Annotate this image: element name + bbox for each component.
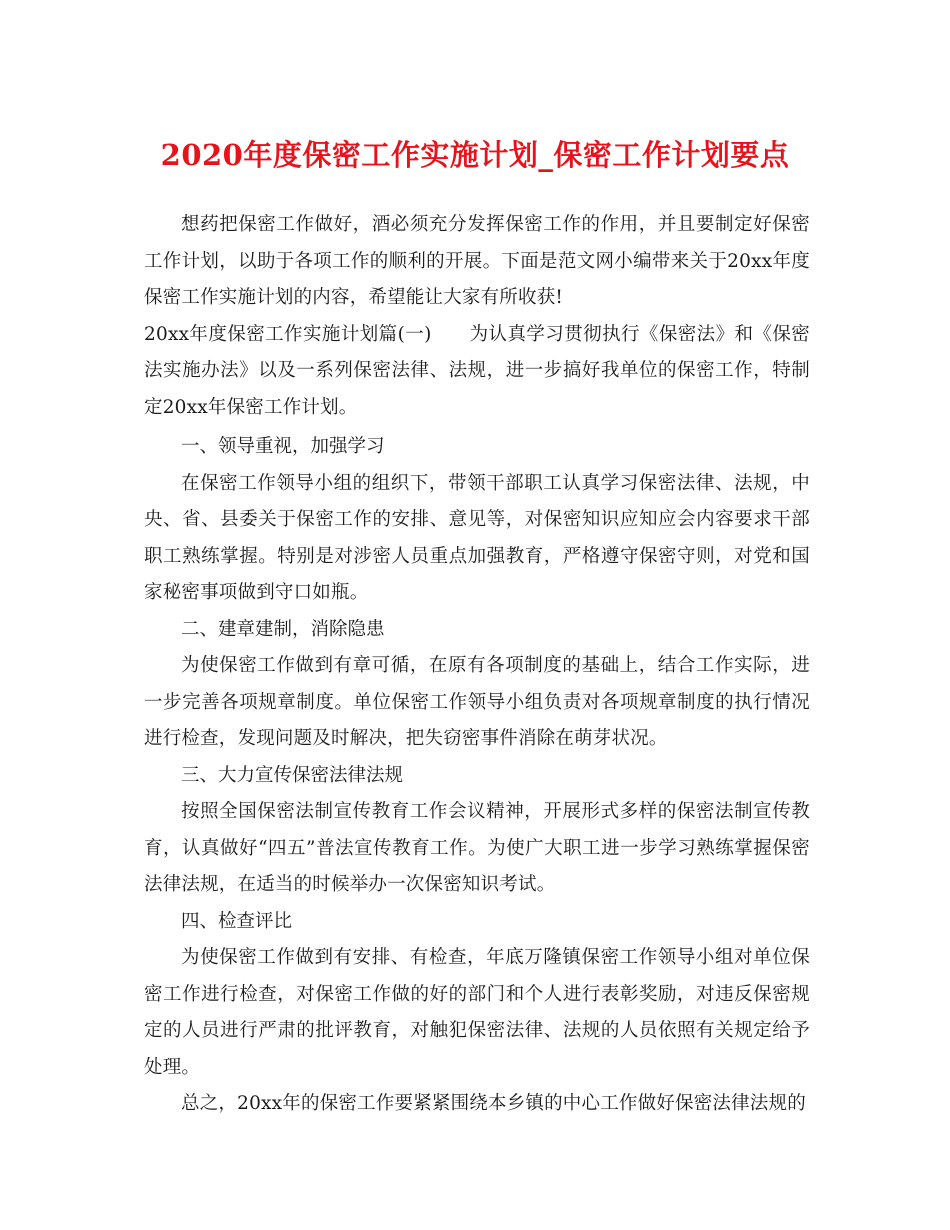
- intro-paragraph: 想药把保密工作做好，酒必须充分发挥保密工作的作用，并且要制定好保密工作计划，以助于各项工作的顺利的开展。下面是范文网小编带来关于20xx年度保密工作实施计划的内容，希望能让大家有所收获!: [144, 214, 810, 308]
- section-text-2: 为使保密工作做到有章可循，在原有各项制度的基础上，结合工作实际，进一步完善各项规章制度。单位保密工作领导小组负责对各项规章制度的执行情况进行检查，发现问题及时解决，把失窃密事件消除在萌芽状况。: [144, 655, 810, 749]
- section-heading-3: 三、大力宣传保密法律法规: [181, 764, 404, 786]
- section-heading-4: 四、检查评比: [181, 910, 293, 932]
- section-text-4: 为使保密工作做到有安排、有检查，年底万隆镇保密工作领导小组对单位保密工作进行检查，对保密工作做的好的部门和个人进行表彰奖励，对违反保密规定的人员进行严肃的批评教育，对触犯保密法律、法规的人员依照有关规定给予处理。: [144, 947, 810, 1078]
- closing-paragraph: 总之，20xx年的保密工作要紧紧围绕本乡镇的中心工作做好保密法律法规的: [181, 1093, 806, 1114]
- section-heading-1: 一、领导重视，加强学习: [181, 436, 385, 457]
- section-text-1: 在保密工作领导小组的组织下，带领干部职工认真学习保密法律、法规，中央、省、县委关于保密工作的安排、意见等，对保密知识应知应会内容要求干部职工熟练掌握。特别是对涉密人员重点加强教育，严格遵守保密守则，对党和国家秘密事项做到守口如瓶。: [144, 472, 810, 603]
- section-heading-2: 二、建章建制，消除隐患: [181, 618, 385, 640]
- article-opening-paragraph: 20xx年度保密工作实施计划篇(一) 为认真学习贯彻执行《保密法》和《保密法实施办法》以及一系列保密法律、法规，进一步搞好我单位的保密工作，特制定20xx年保密工作计划。: [144, 323, 810, 418]
- document-title: 2020年度保密工作实施计划_保密工作计划要点: [160, 138, 790, 172]
- section-text-3: 按照全国保密法制宣传教育工作会议精神，开展形式多样的保密法制宣传教育，认真做好“四五”普法宣传教育工作。为使广大职工进一步学习熟练掌握保密法律法规，在适当的时候举办一次保密知识考试。: [144, 801, 810, 895]
- document-body: [144, 207, 810, 1123]
